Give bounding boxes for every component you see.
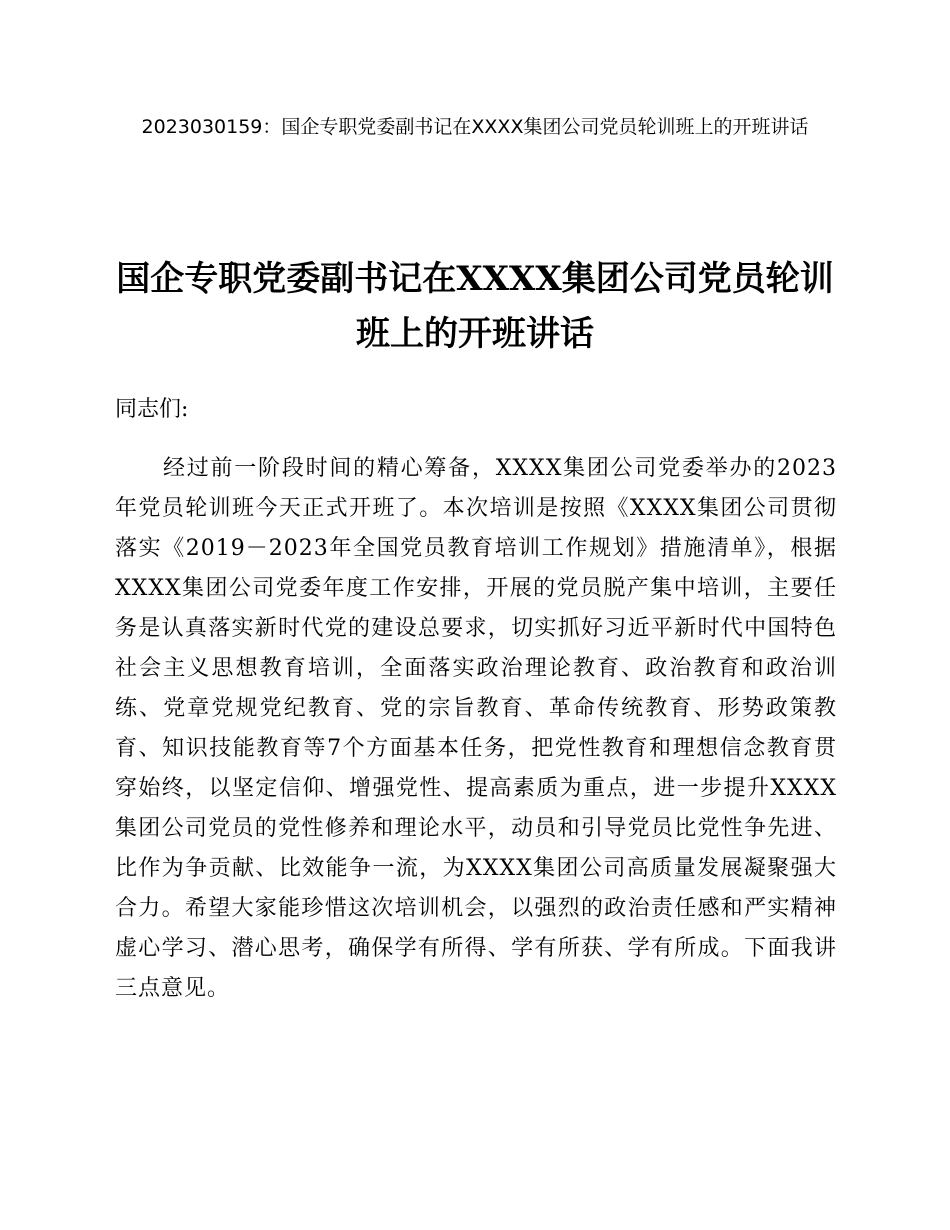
body-paragraph: 经过前一阶段时间的精心筹备，XXXX集团公司党委举办的2023年党员轮训班今天正式开班了。本次培训是按照《XXXX集团公司贯彻落实《2019－2023年全国党员教育培训工作规划》措施清单》，根据XXXX集团公司党委年度工作安排，开展的党员脱产集中培训，主要任务是认真落实新时代党的建设总要求，切实抓好习近平新时代中国特色社会主义思想教育培训，全面落实政治理论教育、政治教育和政治训练、党章党规党纪教育、党的宗旨教育、革命传统教育、形势政策教育、知识技能教育等7个方面基本任务，把党性教育和理想信念教育贯穿始终，以坚定信仰、增强党性、提高素质为重点，进一步提升XXXX集团公司党员的党性修养和理论水平，动员和引导党员比党性争先进、比作为争贡献、比效能争一流，为XXXX集团公司高质量发展凝聚强大合力。希望大家能珍惜这次培训机会，以强烈的政治责任感和严实精神虚心学习、潜心思考，确保学有所得、学有所获、学有所成。下面我讲三点意见。	[115, 456, 837, 1001]
salutation: 同志们:	[115, 397, 189, 422]
document-title: 国企专职党委副书记在XXXX集团公司党员轮训班上的开班讲话	[116, 259, 834, 354]
document-header: 2023030159：国企专职党委副书记在XXXX集团公司党员轮训班上的开班讲话	[141, 116, 809, 138]
